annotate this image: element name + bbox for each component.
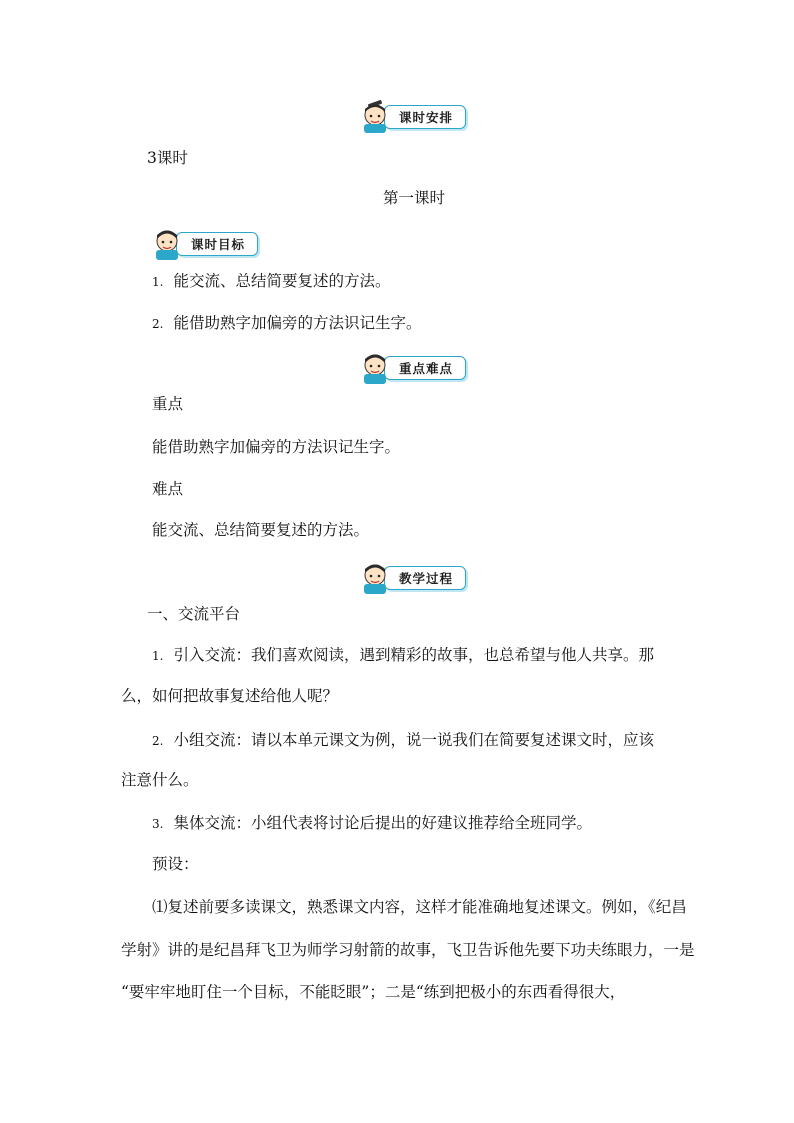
kid-mascot-icon — [150, 227, 184, 261]
step-1-line-1 — [152, 648, 654, 664]
step-2-line-1 — [152, 733, 654, 749]
badge-label: 课时安排 — [384, 105, 466, 129]
step-number: 1. — [152, 649, 164, 663]
step-2-line-2: 注意什么。 — [121, 771, 199, 789]
badge-label: 重点难点 — [384, 356, 466, 380]
goal-item-1 — [152, 274, 390, 290]
kid-mascot-icon — [358, 561, 392, 595]
step-number: 3. — [152, 817, 164, 831]
section-badge-process — [358, 562, 466, 594]
badge-label: 课时目标 — [176, 232, 258, 256]
section-title: 一、交流平台 — [147, 605, 241, 623]
section-badge-key-points — [358, 352, 466, 384]
section-badge-goals — [150, 228, 258, 260]
preset-para-line-1: ⑴复述前要多读课文，熟悉课文内容，这样才能准确地复述课文。例如，《纪昌 — [152, 898, 687, 916]
step-number: 2. — [152, 734, 164, 748]
preset-para-line-3: “要牢牢地盯住一个目标，不能眨眼”；二是“练到把极小的东西看得很大， — [121, 983, 626, 1001]
preset-para-line-2: 学射》讲的是纪昌拜飞卫为师学习射箭的故事，飞卫告诉他先要下功夫练眼力，一是 — [121, 941, 695, 959]
schedule-text: 3课时 — [147, 149, 188, 167]
goal-number: 2. — [152, 317, 164, 331]
goal-number: 1. — [152, 275, 164, 289]
preset-label: 预设： — [152, 855, 199, 873]
difficult-text: 能交流、总结简要复述的方法。 — [152, 521, 370, 539]
step-text: 集体交流：小组代表将讨论后提出的好建议推荐给全班同学。 — [173, 814, 592, 832]
step-3-line-1 — [152, 816, 592, 832]
key-text: 能借助熟字加偏旁的方法识记生字。 — [152, 438, 401, 456]
goal-text: 能借助熟字加偏旁的方法识记生字。 — [173, 314, 422, 332]
kid-mascot-icon — [358, 351, 392, 385]
key-heading: 重点 — [152, 395, 184, 413]
kid-mascot-icon — [358, 100, 392, 134]
step-text: 引入交流：我们喜欢阅读，遇到精彩的故事，也总希望与他人共享。那 — [173, 646, 654, 664]
goal-item-2 — [152, 316, 421, 332]
step-1-line-2: 么，如何把故事复述给他人呢？ — [121, 687, 339, 705]
section-badge-schedule — [358, 101, 466, 133]
badge-label: 教学过程 — [384, 566, 466, 590]
lesson-title: 第一课时 — [383, 189, 446, 207]
step-text: 小组交流：请以本单元课文为例，说一说我们在简要复述课文时，应该 — [173, 731, 654, 749]
goal-text: 能交流、总结简要复述的方法。 — [173, 272, 391, 290]
difficult-heading: 难点 — [152, 480, 184, 498]
